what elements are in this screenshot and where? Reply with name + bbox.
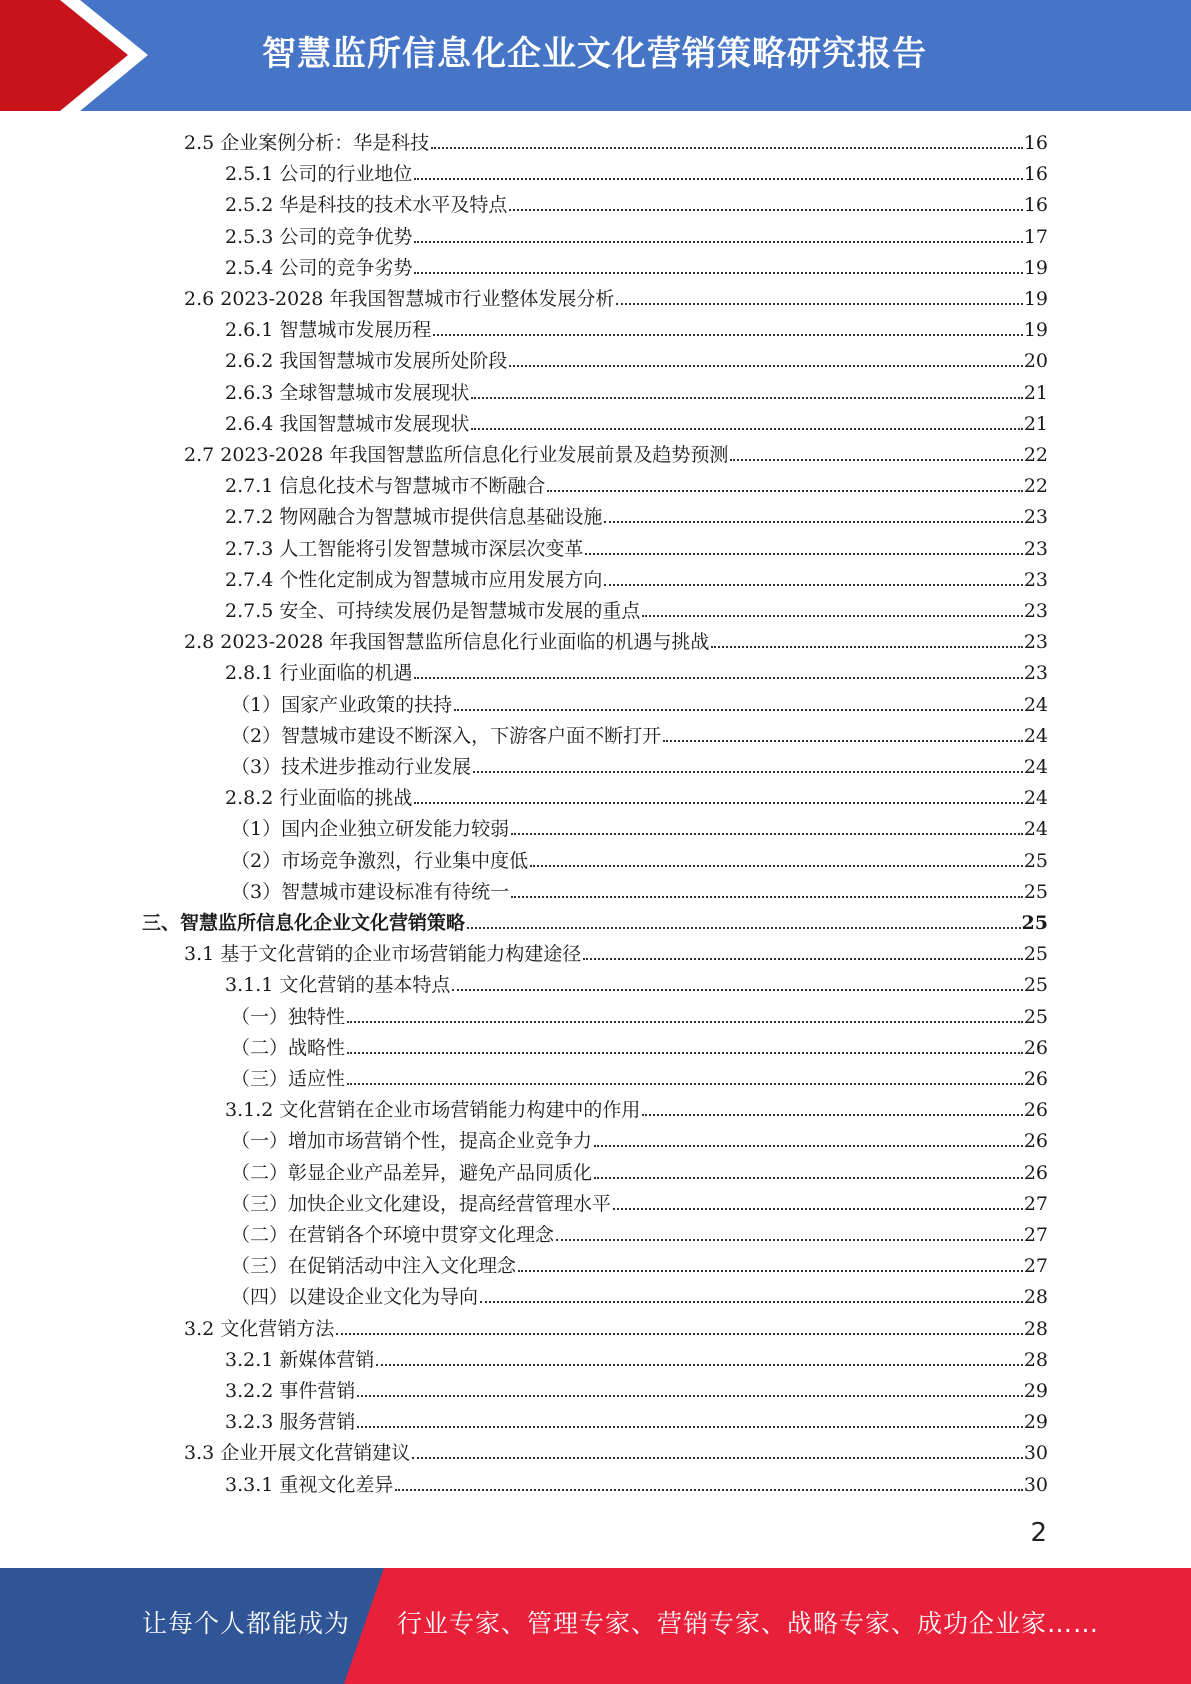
footer-slogan-right: 行业专家、管理专家、营销专家、战略专家、成功企业家…… (397, 1609, 1100, 1638)
toc-entry-page: 25 (1023, 849, 1048, 872)
toc-entry-label: （一）独特性 (231, 1005, 346, 1028)
toc-dot-leader (357, 1426, 1022, 1428)
toc-entry[interactable] (231, 1251, 1048, 1281)
toc-dot-leader (583, 958, 1023, 960)
toc-entry-label: 2.7.2 物网融合为智慧城市提供信息基础设施 (225, 506, 603, 529)
toc-entry-label: 2.7.4 个性化定制成为智慧城市应用发展方向 (225, 568, 603, 591)
toc-entry-label: 2.8.2 行业面临的挑战 (225, 787, 413, 810)
toc-entry[interactable] (184, 939, 1048, 969)
toc-entry-page: 25 (1021, 912, 1048, 934)
toc-entry-page: 28 (1023, 1348, 1048, 1371)
toc-entry[interactable] (184, 440, 1048, 470)
toc-dot-leader (467, 927, 1021, 929)
toc-entry-page: 24 (1023, 787, 1048, 810)
toc-dot-leader (480, 1301, 1023, 1303)
toc-dot-leader (594, 1177, 1023, 1179)
toc-entry[interactable] (231, 1189, 1048, 1219)
toc-entry-page: 26 (1023, 1130, 1048, 1153)
toc-entry-page: 27 (1023, 1255, 1048, 1278)
toc-entry-page: 16 (1023, 163, 1048, 186)
toc-entry-page: 30 (1023, 1473, 1048, 1496)
toc-entry-page: 26 (1023, 1099, 1048, 1122)
toc-dot-leader (395, 1489, 1022, 1491)
toc-entry-page: 22 (1023, 475, 1048, 498)
toc-entry-label: 2.7.3 人工智能将引发智慧城市深层次变革 (225, 537, 584, 560)
toc-entry-page: 29 (1023, 1380, 1048, 1402)
page-header (0, 0, 1191, 111)
toc-entry[interactable] (225, 565, 1048, 595)
toc-entry-label: （三）在促销活动中注入文化理念 (231, 1255, 517, 1278)
toc-dot-leader (730, 459, 1022, 461)
toc-entry-label: 3.3 企业开展文化营销建议 (184, 1442, 411, 1465)
toc-entry[interactable] (225, 783, 1048, 813)
toc-entry-page: 24 (1023, 818, 1048, 841)
toc-entry-label: 3.2.2 事件营销 (225, 1380, 356, 1402)
toc-entry[interactable] (231, 846, 1048, 876)
toc-entry-page: 21 (1023, 412, 1048, 435)
toc-entry[interactable] (231, 690, 1048, 720)
toc-entry-page: 27 (1023, 1192, 1048, 1215)
toc-entry-page: 26 (1023, 1036, 1048, 1059)
toc-entry[interactable] (225, 222, 1048, 252)
toc-entry-label: （3）智慧城市建设标准有待统一 (231, 880, 510, 903)
toc-entry[interactable] (225, 534, 1048, 564)
toc-entry[interactable] (231, 1158, 1048, 1188)
toc-entry[interactable] (231, 1282, 1048, 1312)
toc-entry-label: 2.6.4 我国智慧城市发展现状 (225, 412, 470, 435)
toc-entry-label: （四）以建设企业文化为导向 (231, 1286, 479, 1309)
toc-entry-label: （二）战略性 (231, 1036, 346, 1059)
toc-entry[interactable] (231, 752, 1048, 782)
toc-entry-label: 2.5.2 华是科技的技术水平及特点 (225, 194, 508, 217)
toc-entry[interactable] (225, 1407, 1048, 1437)
toc-entry-page: 23 (1023, 537, 1048, 560)
toc-entry[interactable] (225, 346, 1048, 376)
toc-entry-page: 28 (1023, 1317, 1048, 1340)
toc-entry-label: （三）适应性 (231, 1068, 346, 1090)
toc-dot-leader (414, 802, 1022, 804)
toc-entry-page: 19 (1023, 288, 1048, 310)
toc-dot-leader (604, 584, 1022, 586)
toc-entry[interactable] (225, 471, 1048, 501)
toc-entry-page: 24 (1023, 724, 1048, 747)
toc-dot-leader (547, 490, 1022, 492)
footer-slogan-left: 让每个人都能成为 (142, 1609, 351, 1638)
toc-entry-page: 26 (1023, 1068, 1048, 1090)
toc-entry-label: （一）增加市场营销个性，提高企业竞争力 (231, 1130, 593, 1153)
toc-dot-leader (663, 740, 1023, 742)
toc-entry-label: （二）彰显企业产品差异，避免产品同质化 (231, 1161, 593, 1184)
toc-entry-label: 2.5.4 公司的竞争劣势 (225, 256, 413, 279)
toc-entry[interactable] (225, 378, 1048, 408)
toc-dot-leader (347, 1021, 1023, 1023)
toc-entry[interactable] (231, 1064, 1048, 1094)
toc-entry-page: 24 (1023, 693, 1048, 716)
toc-entry-label: 3.2 文化营销方法 (184, 1317, 335, 1340)
toc-entry-page: 16 (1023, 132, 1048, 154)
toc-entry[interactable] (225, 502, 1048, 532)
toc-entry[interactable] (225, 253, 1048, 283)
toc-entry-label: （1）国内企业独立研发能力较弱 (231, 818, 510, 841)
toc-entry[interactable] (184, 1438, 1048, 1468)
toc-entry-page: 20 (1023, 350, 1048, 373)
toc-entry[interactable] (225, 1470, 1048, 1500)
toc-entry[interactable] (225, 409, 1048, 439)
toc-dot-leader (471, 397, 1022, 399)
toc-entry-label: 2.7.1 信息化技术与智慧城市不断融合 (225, 475, 546, 498)
toc-entry-page: 23 (1023, 506, 1048, 529)
toc-entry-label: （1）国家产业政策的扶持 (231, 693, 453, 716)
toc-entry-page: 24 (1023, 756, 1048, 778)
toc-dot-leader (585, 553, 1022, 555)
toc-entry-page: 17 (1023, 225, 1048, 248)
toc-dot-leader (594, 1145, 1023, 1147)
toc-entry-page: 19 (1023, 319, 1048, 342)
toc-entry[interactable] (231, 877, 1048, 907)
toc-entry-label: 2.5.3 公司的竞争优势 (225, 225, 413, 248)
toc-dot-leader (347, 1083, 1023, 1085)
toc-dot-leader (511, 833, 1023, 835)
toc-entry[interactable] (231, 1126, 1048, 1156)
toc-entry-label: 2.5.1 公司的行业地位 (225, 163, 413, 186)
toc-dot-leader (414, 241, 1022, 243)
toc-entry-label: 3.1 基于文化营销的企业市场营销能力构建途径 (184, 943, 582, 966)
toc-dot-leader (414, 178, 1022, 180)
toc-entry-label: （3）技术进步推动行业发展 (231, 756, 472, 778)
toc-dot-leader (518, 1270, 1023, 1272)
toc-entry-label: 2.6 2023-2028 年我国智慧城市行业整体发展分析 (184, 288, 615, 310)
toc-dot-leader (336, 1333, 1023, 1335)
toc-entry-label: （2）智慧城市建设不断深入，下游客户面不断打开 (231, 724, 662, 747)
toc-entry[interactable] (225, 658, 1048, 688)
toc-entry-label: 2.5 企业案例分析：华是科技 (184, 132, 430, 154)
toc-entry-label: 3.1.2 文化营销在企业市场营销能力构建中的作用 (225, 1099, 641, 1122)
toc-dot-leader (642, 1114, 1022, 1116)
toc-entry-label: 三、智慧监所信息化企业文化营销策略 (142, 912, 466, 934)
toc-entry-label: 3.2.1 新媒体营销 (225, 1348, 375, 1371)
toc-entry[interactable] (225, 596, 1048, 626)
toc-entry-page: 27 (1023, 1224, 1048, 1246)
toc-dot-leader (412, 1457, 1023, 1459)
toc-entry[interactable] (184, 1314, 1048, 1344)
toc-dot-leader (347, 1052, 1023, 1054)
toc-entry-page: 25 (1023, 943, 1048, 966)
page-footer (0, 1568, 1191, 1684)
toc-entry-page: 25 (1023, 880, 1048, 903)
toc-entry-label: 2.6.3 全球智慧城市发展现状 (225, 381, 470, 404)
toc-entry-label: 2.8.1 行业面临的机遇 (225, 662, 413, 685)
toc-dot-leader (604, 521, 1022, 523)
toc-dot-leader (711, 646, 1022, 648)
toc-dot-leader (471, 428, 1022, 430)
toc-entry-label: （2）市场竞争激烈，行业集中度低 (231, 849, 529, 872)
page-number: 2 (1030, 1518, 1047, 1548)
toc-entry-page: 25 (1023, 974, 1048, 997)
toc-entry[interactable] (231, 1002, 1048, 1032)
toc-dot-leader (454, 709, 1023, 711)
toc-dot-leader (376, 1364, 1022, 1366)
toc-entry[interactable] (225, 1095, 1048, 1125)
toc-dot-leader (357, 1395, 1022, 1397)
toc-dot-leader (433, 334, 1022, 336)
toc-entry-label: 2.8 2023-2028 年我国智慧监所信息化行业面临的机遇与挑战 (184, 631, 710, 654)
document-title: 智慧监所信息化企业文化营销策略研究报告 (262, 34, 927, 74)
toc-entry-label: 3.2.3 服务营销 (225, 1411, 356, 1434)
toc-entry[interactable] (225, 159, 1048, 189)
toc-dot-leader (530, 865, 1023, 867)
toc-entry[interactable] (142, 908, 1048, 938)
toc-entry-page: 22 (1023, 444, 1048, 466)
toc-entry[interactable] (225, 315, 1048, 345)
toc-entry-page: 21 (1023, 381, 1048, 404)
toc-entry[interactable] (225, 970, 1048, 1000)
toc-dot-leader (509, 365, 1022, 367)
toc-entry-label: 2.7.5 安全、可持续发展仍是智慧城市发展的重点 (225, 600, 641, 622)
toc-entry-page: 29 (1023, 1411, 1048, 1434)
toc-dot-leader (613, 1208, 1023, 1210)
toc-entry-page: 25 (1023, 1005, 1048, 1028)
toc-entry-label: 3.1.1 文化营销的基本特点 (225, 974, 451, 997)
toc-entry[interactable] (231, 721, 1048, 751)
toc-entry[interactable] (225, 1345, 1048, 1375)
toc-entry[interactable] (231, 1220, 1048, 1250)
toc-entry-page: 23 (1023, 600, 1048, 622)
toc-entry-label: 2.6.1 智慧城市发展历程 (225, 319, 432, 342)
toc-entry-label: （三）加快企业文化建设，提高经营管理水平 (231, 1192, 612, 1215)
toc-dot-leader (556, 1239, 1023, 1241)
toc-entry-label: 2.6.2 我国智慧城市发展所处阶段 (225, 350, 508, 373)
toc-dot-leader (431, 147, 1023, 149)
toc-entry[interactable] (184, 627, 1048, 657)
toc-entry[interactable] (225, 190, 1048, 220)
toc-entry-label: 2.7 2023-2028 年我国智慧监所信息化行业发展前景及趋势预测 (184, 444, 729, 466)
toc-dot-leader (509, 209, 1022, 211)
toc-entry-label: （二）在营销各个环境中贯穿文化理念 (231, 1224, 555, 1246)
toc-entry-page: 23 (1023, 631, 1048, 654)
toc-entry[interactable] (231, 814, 1048, 844)
toc-entry-page: 16 (1023, 194, 1048, 217)
toc-dot-leader (414, 272, 1022, 274)
toc-entry-label: 3.3.1 重视文化差异 (225, 1473, 394, 1496)
toc-dot-leader (616, 303, 1022, 305)
toc-dot-leader (473, 771, 1023, 773)
toc-entry[interactable] (184, 128, 1048, 158)
toc-entry[interactable] (225, 1376, 1048, 1406)
toc-entry[interactable] (184, 284, 1048, 314)
toc-entry-page: 28 (1023, 1286, 1048, 1309)
toc-dot-leader (414, 677, 1022, 679)
toc-entry[interactable] (231, 1033, 1048, 1063)
toc-dot-leader (642, 615, 1022, 617)
toc-entry-page: 23 (1023, 662, 1048, 685)
toc-entry-page: 23 (1023, 568, 1048, 591)
toc-entry-page: 26 (1023, 1161, 1048, 1184)
toc-entry-page: 19 (1023, 256, 1048, 279)
toc-entry-page: 30 (1023, 1442, 1048, 1465)
toc-dot-leader (511, 896, 1023, 898)
toc-dot-leader (452, 989, 1022, 991)
